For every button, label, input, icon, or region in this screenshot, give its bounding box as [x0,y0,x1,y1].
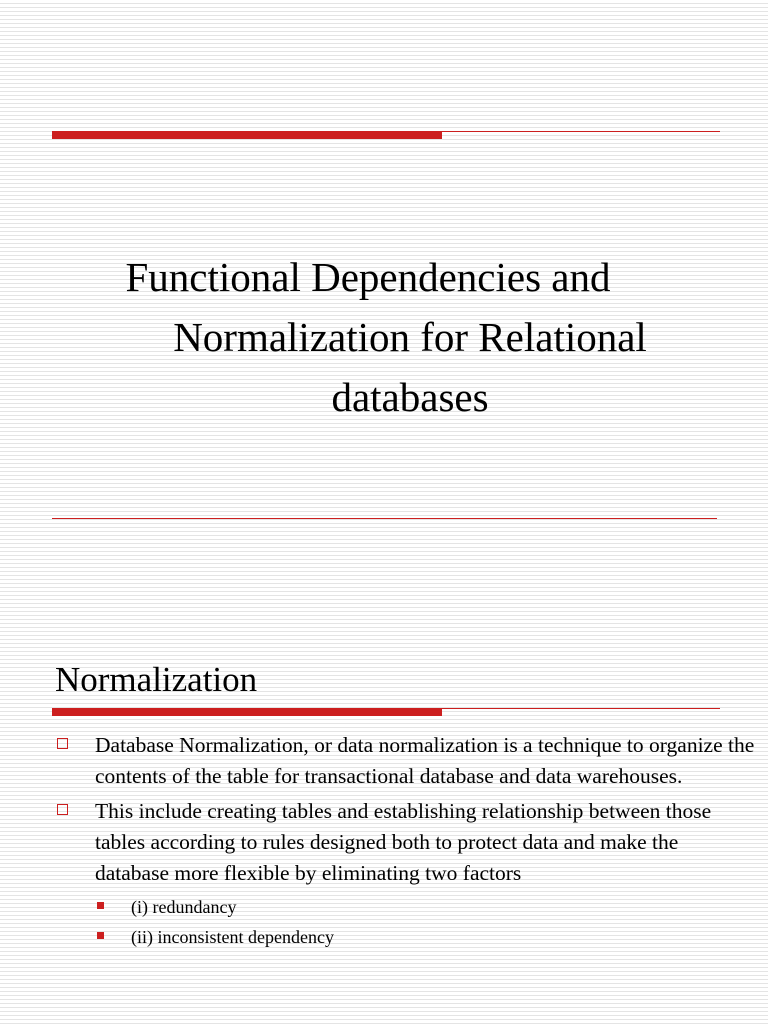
heading-accent-line [442,708,720,709]
title-accent-bar [52,131,442,139]
content-slide [0,575,768,1024]
hollow-square-bullet-icon [57,738,68,749]
hollow-square-bullet-icon [57,804,68,815]
bullet-item [55,730,755,792]
sub-bullet-item [55,925,755,949]
slide-title [60,247,760,427]
sub-bullet-item [55,895,755,919]
heading-accent-bar [52,708,442,716]
bullet-text: This include creating tables and establishing relationship between those tables according to rules designed both to protect data and make the database more flexible by eliminating two factors [95,799,712,885]
section-heading: Normalization [55,660,258,699]
sub-bullet-text: (i) redundancy [131,897,237,917]
sub-bullet-text: (ii) inconsistent dependency [131,927,334,947]
filled-square-bullet-icon [97,902,104,909]
bullet-list [55,730,755,949]
bullet-text: Database Normalization, or data normalization is a technique to organize the contents of the table for transactional database and data warehouses. [95,733,755,788]
title-bottom-line [52,518,717,519]
filled-square-bullet-icon [97,932,104,939]
title-line-3: databases [331,374,489,420]
title-line-1: Functional Dependencies and [125,254,611,300]
title-accent-line [442,131,720,132]
title-line-2: Normalization for Relational [173,314,647,360]
bullet-item [55,796,755,889]
